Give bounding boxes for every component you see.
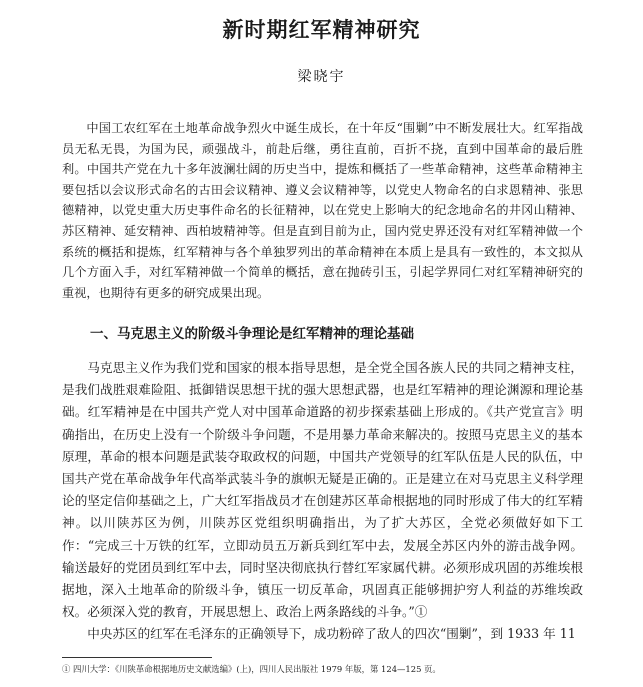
abstract-paragraph: 中国工农红军在土地革命战争烈火中诞生成长，在十年反“围剿”中不断发展壮大。红军指战员无私无畏，为国为民，顽强战斗，前赴后继，勇往直前，百折不挠，直到中国革命的最后胜利。中国共产党在九十多年波澜壮阔的历史当中，提炼和概括了一些革命精神，这些革命精神主要包括以会议形式命名的古田会议精神、遵义会议精神等，以党史人物命名的白求恩精神、张思德精神，以党史重大历史事件命名的长征精神，以在党史上影响大的纪念地命名的井冈山精神、苏区精神、延安精神、西柏坡精神等。但是直到目前为止，国内党史界还没有对红军精神做一个系统的概括和提炼，红军精神与各个单独罗列出的革命精神在本质上是具有一致性的，本文拟从几个方面入手，对红军精神做一个简单的概括，意在抛砖引玉，引起学界同仁对红军精神研究的重视，也期待有更多的研究成果出现。 <box>62 121 583 300</box>
paper-title: 新时期红军精神研究 <box>222 18 421 42</box>
abstract <box>62 118 583 303</box>
footnote: ① 四川大学：《川陕革命根据地历史文献选编》(上)，四川人民出版社 1979 年版，第 124—125 页。 <box>62 664 441 674</box>
footnote-divider <box>62 657 212 658</box>
body-text <box>62 357 583 646</box>
section-heading: 一、马克思主义的阶级斗争理论是红军精神的理论基础 <box>90 326 414 342</box>
body-paragraph-1: 马克思主义作为我们党和国家的根本指导思想，是全党全国各族人民的共同之精神支柱，是我们战胜艰难险阻、抵御错误思想干扰的强大思想武器，也是红军精神的理论渊源和理论基础。红军精神是在中国共产党人对中国革命道路的初步探索基础上形成的。《共产党宣言》明确指出，在历史上没有一个阶级斗争问题，不是用暴力革命来解决的。按照马克思主义的基本原理，革命的根本问题是武装夺取政权的问题，中国共产党领导的红军队伍是人民的队伍，中国共产党在革命战争年代高举武装斗争的旗帜无疑是正确的。正是建立在对马克思主义科学理论的坚定信仰基础之上，广大红军指战员才在创建苏区革命根据地的同时形成了伟大的红军精神。以川陕苏区为例，川陕苏区党组织明确指出，为了扩大苏区，全党必须做好如下工作：“完成三十万铁的红军，立即动员五万新兵到红军中去，发展全苏区内外的游击战争网。输送最好的党团员到红军中去，同时坚决彻底执行替红军家属代耕。必须形成巩固的苏维埃根据地，深入土地革命的阶级斗争，镇压一切反革命，巩固真正能够拥护穷人利益的苏维埃政权。必须深入党的教育，开展思想上、政治上两条路线的斗争。”① <box>62 360 583 620</box>
body-paragraph-2: 中央苏区的红军在毛泽东的正确领导下，成功粉碎了敌人的四次“围剿”，到 1933 年 11 <box>87 626 576 642</box>
author-name: 梁晓宇 <box>297 69 346 85</box>
